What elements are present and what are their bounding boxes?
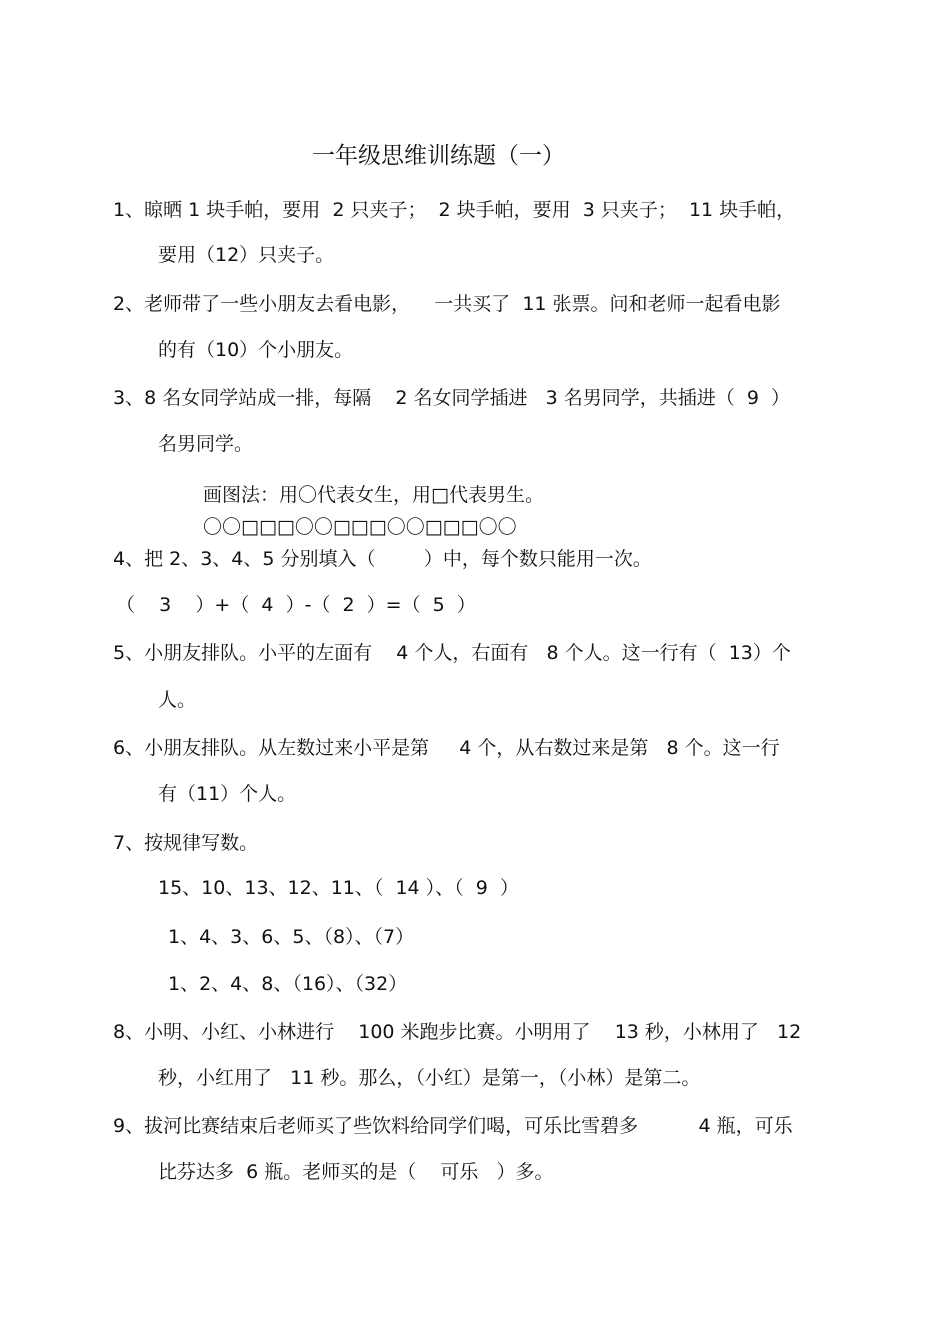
question-7-sequence-3: 1、2、4、8、（16）、（32） xyxy=(168,973,408,995)
drawing-method-note: 画图法：用〇代表女生，用□代表男生。 xyxy=(203,484,544,506)
question-2-line-2: 的有（10）个小朋友。 xyxy=(158,339,354,361)
question-4-equation: （ 3 ）+（ 4 ）-（ 2 ）=（ 5 ） xyxy=(116,594,476,616)
question-8-line-2: 秒，小红用了 11 秒。那么，（小红）是第一，（小林）是第二。 xyxy=(158,1067,701,1089)
question-7-sequence-2: 1、4、3、6、5、（8）、（7） xyxy=(168,926,415,948)
question-1-line-1: 1、晾晒 1 块手帕，要用 2 只夹子； 2 块手帕，要用 3 只夹子； 11 块手帕， xyxy=(113,199,796,221)
question-9-line-2: 比芬达多 6 瓶。老师买的是（ 可乐 ）多。 xyxy=(158,1161,554,1183)
question-1-line-2: 要用（12）只夹子。 xyxy=(158,244,335,266)
question-5-line-1: 5、小朋友排队。小平的左面有 4 个人，右面有 8 个人。这一行有（ 13）个 xyxy=(113,642,791,664)
question-6-line-2: 有（11）个人。 xyxy=(158,783,297,805)
question-7-sequence-1: 15、10、13、12、11、（ 14 ）、（ 9 ） xyxy=(158,877,519,899)
question-9-line-1: 9、拔河比赛结束后老师买了些饮料给同学们喝，可乐比雪碧多 4 瓶，可乐 xyxy=(113,1115,793,1137)
question-4-line-1: 4、把 2、3、4、5 分别填入（ ）中，每个数只能用一次。 xyxy=(113,548,652,570)
question-5-line-2: 人。 xyxy=(158,689,197,711)
drawing-method-symbols: 〇〇□□□〇〇□□□〇〇□□□〇〇 xyxy=(203,516,517,538)
question-2-line-1: 2、老师带了一些小朋友去看电影， 一共买了 11 张票。问和老师一起看电影 xyxy=(113,293,781,315)
question-8-line-1: 8、小明、小红、小林进行 100 米跑步比赛。小明用了 13 秒，小林用了 12 xyxy=(113,1021,802,1043)
page-title: 一年级思维训练题（一） xyxy=(312,143,565,169)
question-3-line-2: 名男同学。 xyxy=(158,433,254,455)
question-7-line-1: 7、按规律写数。 xyxy=(113,832,259,854)
question-3-line-1: 3、8 名女同学站成一排，每隔 2 名女同学插进 3 名男同学，共插进（ 9 ） xyxy=(113,387,790,409)
question-6-line-1: 6、小朋友排队。从左数过来小平是第 4 个，从右数过来是第 8 个。这一行 xyxy=(113,737,780,759)
